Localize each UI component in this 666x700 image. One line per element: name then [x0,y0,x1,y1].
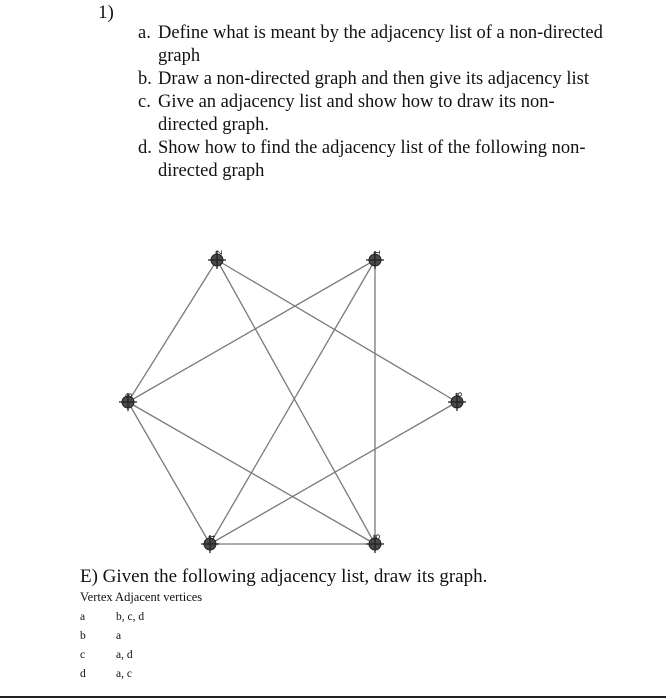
part-text: Show how to find the adjacency list of the following non-directed graph [158,138,586,181]
adjacency-table [80,607,144,683]
graph-vertex-3 [119,393,137,411]
part-text: Define what is meant by the adjacency list of a non-directed graph [158,23,603,66]
vertex-label: 2 [214,249,224,255]
graph-vertex-1 [366,250,384,269]
vertex-cell: b [80,629,86,642]
table-row [80,626,144,645]
adjacent-cell: b, c, d [116,610,145,623]
vertex-cell: a [80,610,86,623]
question-number: 1) [98,2,114,23]
graph-edge-3-4 [128,402,210,544]
part-e-title: E) Given the following adjacency list, draw its graph. [80,566,488,587]
graph-vertex-2 [208,250,226,269]
adjacency-header: Vertex Adjacent vertices [80,590,203,604]
adjacent-cell: a [116,629,122,642]
table-row [80,664,144,683]
vertex-label: 5 [372,533,382,539]
table-row [80,645,144,664]
vertex-label: 4 [207,534,217,540]
vertex-label: 3 [124,392,134,398]
graph-vertex-5 [366,534,384,553]
vertex-cell: d [80,667,86,680]
graph-edge-2-5 [217,260,375,544]
part-text: Draw a non-directed graph and then give its adjacency list [158,69,589,89]
graph-edge-1-4 [210,260,375,544]
graph-vertex-6 [448,392,466,411]
part-label: d. [138,138,152,158]
vertex-cell: c [80,648,86,661]
graph-edge-3-5 [128,402,375,544]
part-text: Give an adjacency list and show how to draw its non-directed graph. [158,92,555,135]
part-label: b. [138,69,152,89]
part-label: c. [138,92,151,112]
graph-edge-4-6 [210,402,457,544]
vertex-label: 1 [372,249,382,255]
adjacent-cell: a, c [116,667,132,680]
bottom-divider [0,696,666,698]
vertex-label: 6 [454,391,464,397]
table-row [80,607,144,626]
graph-edge-2-3 [128,260,217,402]
graph-vertex-4 [201,535,219,553]
part-label: a. [138,23,151,43]
adjacent-cell: a, d [116,648,133,661]
